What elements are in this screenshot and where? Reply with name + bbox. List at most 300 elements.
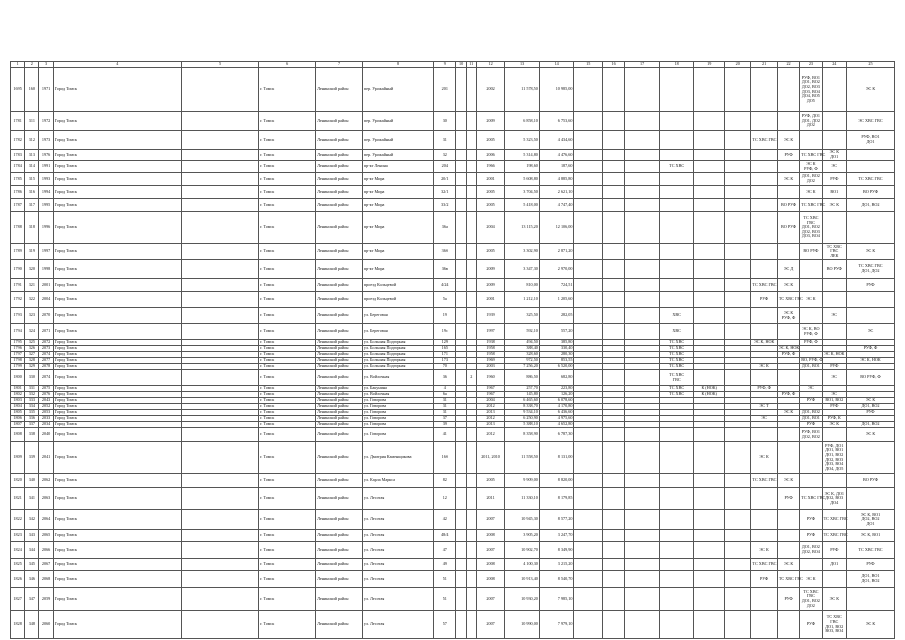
table-cell	[574, 292, 602, 308]
table-cell	[751, 173, 777, 186]
table-cell: 49	[434, 559, 456, 571]
table-cell: г. Томск	[259, 161, 316, 173]
table-cell: Город Томск	[53, 398, 181, 404]
column-header-cell: 12	[476, 62, 504, 68]
table-cell: 326	[25, 346, 39, 352]
table-cell: 2004	[476, 212, 504, 244]
table-row	[11, 324, 895, 340]
table-cell	[724, 150, 750, 161]
table-cell: 724,51	[539, 279, 574, 292]
table-cell	[659, 150, 694, 161]
table-cell	[694, 611, 725, 639]
table-cell: ул. Лесотая	[362, 611, 433, 639]
table-cell	[574, 370, 602, 386]
table-cell: г. Томск	[259, 186, 316, 199]
table-cell	[694, 428, 725, 442]
table-cell: ТС ХВС	[659, 386, 694, 392]
table-cell: 1967	[476, 386, 504, 392]
table-cell: 4 975,60	[539, 416, 574, 422]
table-cell	[181, 510, 258, 530]
table-cell	[625, 611, 660, 639]
table-cell	[800, 131, 822, 150]
table-cell	[694, 260, 725, 279]
table-cell	[466, 442, 476, 474]
table-cell: 171	[434, 352, 456, 358]
table-cell: 32/1	[434, 186, 456, 199]
table-cell	[694, 292, 725, 308]
table-cell: 2009	[476, 112, 504, 131]
table-cell: Город Томск	[53, 340, 181, 346]
table-cell	[625, 428, 660, 442]
table-cell: 82	[434, 474, 456, 488]
table-cell	[659, 428, 694, 442]
table-cell	[751, 370, 777, 386]
table-cell: ул. Береговая	[362, 308, 433, 324]
table-cell	[181, 588, 258, 611]
column-header-cell: 15	[574, 62, 602, 68]
table-cell: РУФ, ВО1 ДО1	[847, 131, 895, 150]
table-cell: Ленинский район	[316, 386, 363, 392]
table-cell: ТС ХВС	[659, 352, 694, 358]
table-cell: г. Томск	[259, 364, 316, 370]
table-cell: г. Томск	[259, 260, 316, 279]
table-cell: 1782	[11, 131, 25, 150]
table-cell: 4 652,80	[539, 422, 574, 428]
table-cell	[751, 308, 777, 324]
table-cell: пер. Урожайный	[362, 112, 433, 131]
table-cell: ЭС	[822, 308, 846, 324]
table-cell	[466, 588, 476, 611]
table-cell: г. Томск	[259, 422, 316, 428]
table-cell	[181, 161, 258, 173]
table-cell: г. Томск	[259, 112, 316, 131]
table-cell: г. Томск	[259, 398, 316, 404]
table-cell: Город Томск	[53, 404, 181, 410]
column-header-cell: 2	[25, 62, 39, 68]
table-cell	[724, 199, 750, 212]
table-cell	[694, 173, 725, 186]
table-cell: ЭС	[822, 392, 846, 398]
table-row	[11, 510, 895, 530]
table-cell	[625, 510, 660, 530]
table-cell	[466, 260, 476, 279]
table-cell	[602, 611, 624, 639]
table-cell: ДО1, ВО1 ДО1, ВО2	[847, 571, 895, 588]
table-row	[11, 112, 895, 131]
table-cell: 1797	[11, 352, 25, 358]
table-cell: ЭС К РУФ, Ф	[800, 161, 822, 173]
table-cell: ЭС К, ВО1 ДО2, ВО2 ДО1	[847, 510, 895, 530]
table-cell: 160	[25, 68, 39, 112]
table-cell: 1799	[11, 364, 25, 370]
table-cell	[659, 530, 694, 542]
table-cell: 8 577,20	[539, 510, 574, 530]
table-cell: 2075	[39, 386, 53, 392]
table-cell: пр-кт Мира	[362, 173, 433, 186]
table-cell: 311	[25, 112, 39, 131]
table-cell	[751, 510, 777, 530]
table-cell	[456, 131, 466, 150]
table-cell: ЭС К	[777, 173, 799, 186]
table-cell	[847, 588, 895, 611]
table-cell: пер. Урожайный	[362, 131, 433, 150]
column-header-cell: 7	[316, 62, 363, 68]
table-cell: Ленинский район	[316, 112, 363, 131]
table-cell: проезд Кольцевой	[362, 292, 433, 308]
table-cell: ТС ХВС ГВС	[777, 292, 799, 308]
table-cell	[847, 308, 895, 324]
table-cell: 1823	[11, 530, 25, 542]
table-cell	[181, 244, 258, 260]
table-cell	[800, 559, 822, 571]
table-cell: Город Томск	[53, 308, 181, 324]
table-cell: РУФ	[800, 422, 822, 428]
table-cell	[181, 112, 258, 131]
table-cell: ул. Лесотая	[362, 559, 433, 571]
table-cell	[777, 510, 799, 530]
table-cell	[751, 428, 777, 442]
table-cell: 129	[434, 340, 456, 346]
table-cell: 257,70	[505, 386, 540, 392]
table-row	[11, 150, 895, 161]
table-cell: 2052	[39, 404, 53, 410]
table-cell: 1792	[11, 292, 25, 308]
table-cell: Город Томск	[53, 112, 181, 131]
table-cell: г. Томск	[259, 510, 316, 530]
table-cell: 2072	[39, 340, 53, 346]
table-cell: 198,60	[505, 161, 540, 173]
table-cell: ЭС К	[847, 428, 895, 442]
table-cell: 1994	[39, 186, 53, 199]
table-cell: ЭС К	[847, 611, 895, 639]
table-cell: Ленинский район	[316, 398, 363, 404]
table-cell: ул. Большая Подгорная	[362, 352, 433, 358]
table-cell	[602, 308, 624, 324]
table-cell	[574, 173, 602, 186]
table-cell	[456, 186, 466, 199]
table-row	[11, 530, 895, 542]
table-cell: ул. Говорова	[362, 422, 433, 428]
table-row	[11, 370, 895, 386]
table-cell: РУФ	[847, 559, 895, 571]
table-cell: 1 205,60	[539, 292, 574, 308]
table-cell	[456, 428, 466, 442]
table-cell	[659, 131, 694, 150]
table-cell: ТС ХВС ГВС ЛЕК	[822, 244, 846, 260]
table-cell	[574, 150, 602, 161]
table-cell: Город Томск	[53, 260, 181, 279]
table-cell: 2004	[476, 398, 504, 404]
table-cell: 2071	[39, 324, 53, 340]
table-cell	[574, 260, 602, 279]
table-cell: РУФ, ВО1 ДО2, ВО2	[800, 428, 822, 442]
table-cell: ЭС К	[777, 131, 799, 150]
table-cell: 8 179,85	[539, 488, 574, 510]
table-cell: 51	[434, 588, 456, 611]
table-cell: 316	[25, 186, 39, 199]
table-cell	[602, 510, 624, 530]
table-cell: 2062	[39, 474, 53, 488]
column-header-cell: 3	[39, 62, 53, 68]
table-cell: г. Томск	[259, 428, 316, 442]
table-cell: 20/1	[434, 173, 456, 186]
table-cell: 314	[25, 161, 39, 173]
table-cell	[751, 260, 777, 279]
table-cell: Город Томск	[53, 488, 181, 510]
table-cell: Город Томск	[53, 530, 181, 542]
table-cell: ул. Говорова	[362, 428, 433, 442]
table-cell: 2005	[476, 131, 504, 150]
table-cell: Город Томск	[53, 186, 181, 199]
table-cell: 19	[434, 308, 456, 324]
table-cell: 557,20	[539, 324, 574, 340]
table-cell: РУФ, ДО1 ДО1, ДО2 ДО2	[800, 112, 822, 131]
table-cell: 2067	[39, 559, 53, 571]
table-cell: 1795	[11, 340, 25, 346]
table-cell: ВО РУФ	[847, 186, 895, 199]
table-cell: ЭС К	[847, 398, 895, 404]
column-header-cell: 14	[539, 62, 574, 68]
table-cell	[800, 260, 822, 279]
table-cell	[625, 212, 660, 244]
table-cell: 1781	[11, 112, 25, 131]
table-cell: 70	[434, 364, 456, 370]
table-cell: 1958	[476, 352, 504, 358]
table-cell: 12 106,00	[539, 212, 574, 244]
table-cell: ул. Лесотая	[362, 588, 433, 611]
table-cell: ДО1, ВО1	[800, 364, 822, 370]
table-cell: Ленинский район	[316, 542, 363, 559]
table-cell: РУФ	[800, 398, 822, 404]
table-cell: ЭС К, НОК	[822, 352, 846, 358]
table-cell: ТС ХВС ГВС	[800, 488, 822, 510]
table-cell: ул. Большая Подгорная	[362, 340, 433, 346]
table-cell: 1783	[11, 150, 25, 161]
table-cell: Город Томск	[53, 212, 181, 244]
table-cell	[822, 428, 846, 442]
table-cell: Город Томск	[53, 173, 181, 186]
table-cell: ул. Бакунина	[362, 386, 433, 392]
table-cell: 10 990,00	[505, 611, 540, 639]
table-cell	[777, 611, 799, 639]
table-cell: 47	[434, 542, 456, 559]
table-cell: 325,50	[505, 308, 540, 324]
table-cell	[625, 186, 660, 199]
table-cell	[574, 244, 602, 260]
table-cell: Город Томск	[53, 352, 181, 358]
table-cell: 126,20	[539, 392, 574, 398]
table-cell: ЭС К	[777, 410, 799, 416]
table-cell: ВО РУФ	[777, 199, 799, 212]
table-cell: 315	[25, 173, 39, 186]
table-cell: 853,55	[539, 358, 574, 364]
table-cell	[181, 488, 258, 510]
table-cell	[602, 173, 624, 186]
table-cell: 5 418,00	[505, 199, 540, 212]
table-cell: Ленинский район	[316, 340, 363, 346]
table-cell: ЭС К	[777, 279, 799, 292]
table-cell	[456, 510, 466, 530]
table-cell	[602, 150, 624, 161]
table-cell: ул. Большая Подгорная	[362, 346, 433, 352]
column-header-cell: 21	[751, 62, 777, 68]
table-row	[11, 542, 895, 559]
column-header-cell: 16	[602, 62, 624, 68]
table-cell: Город Томск	[53, 559, 181, 571]
table-cell: 1801	[11, 386, 25, 392]
table-cell	[181, 559, 258, 571]
table-cell: г. Томск	[259, 173, 316, 186]
table-cell: 1794	[11, 324, 25, 340]
table-cell: 31	[434, 404, 456, 410]
table-cell: 312	[25, 131, 39, 150]
table-cell: ТС ХВС ГВС ДО1, ДО2	[847, 260, 895, 279]
table-cell	[574, 324, 602, 340]
table-cell	[625, 173, 660, 186]
table-cell: 6 078,60	[539, 398, 574, 404]
table-cell: Город Томск	[53, 292, 181, 308]
table-cell: 10 945,30	[505, 510, 540, 530]
table-cell: ТС ХВС ГВС	[847, 173, 895, 186]
table-cell: ул. Говорова	[362, 410, 433, 416]
table-cell: Ленинский район	[316, 173, 363, 186]
table-cell: 2060	[39, 611, 53, 639]
table-cell	[181, 611, 258, 639]
table-cell: 1804	[11, 404, 25, 410]
table-cell: 2013	[476, 410, 504, 416]
table-cell: 42	[434, 510, 456, 530]
table-cell: 324	[25, 324, 39, 340]
table-cell	[847, 488, 895, 510]
table-cell	[466, 488, 476, 510]
table-cell	[724, 173, 750, 186]
table-cell	[181, 199, 258, 212]
table-cell: г. Томск	[259, 410, 316, 416]
table-cell: ДО1, ВО2	[800, 410, 822, 416]
table-cell	[694, 244, 725, 260]
table-cell: 3 215,20	[539, 559, 574, 571]
column-header-cell: 1	[11, 62, 25, 68]
table-cell: Ленинский район	[316, 68, 363, 112]
table-cell: ТС ХВС ГВС	[751, 131, 777, 150]
table-cell	[822, 279, 846, 292]
table-cell: 48/4	[434, 530, 456, 542]
table-cell: РУФ	[800, 510, 822, 530]
table-cell: 1798	[11, 358, 25, 364]
table-cell: РУФ, Ф	[847, 346, 895, 352]
table-cell	[724, 212, 750, 244]
table-cell: ДО1, ВО2 ДО2, ВО4	[800, 542, 822, 559]
table-cell: 7 979,10	[539, 611, 574, 639]
table-cell: 1971	[39, 68, 53, 112]
table-cell: 8 131,00	[539, 442, 574, 474]
table-cell: г. Томск	[259, 530, 316, 542]
table-cell: 2005	[476, 474, 504, 488]
table-cell: 1820	[11, 474, 25, 488]
table-cell: 1938	[476, 340, 504, 346]
table-cell: 31	[434, 398, 456, 404]
table-cell	[574, 571, 602, 588]
table-cell: Город Томск	[53, 510, 181, 530]
table-cell: 1788	[11, 212, 25, 244]
table-cell	[724, 292, 750, 308]
table-cell	[724, 370, 750, 386]
table-cell: 19с	[434, 324, 456, 340]
table-cell: 4 747,40	[539, 199, 574, 212]
table-cell	[625, 150, 660, 161]
table-cell	[456, 308, 466, 324]
table-cell: 1806	[11, 416, 25, 422]
table-cell: 2074	[39, 352, 53, 358]
table-cell: ЭС К	[751, 442, 777, 474]
table-cell: 2073	[39, 346, 53, 352]
table-cell	[456, 611, 466, 639]
table-cell: 2011, 2010	[476, 442, 504, 474]
table-cell: 4/24	[434, 279, 456, 292]
table-cell: 348	[25, 611, 39, 639]
table-cell	[456, 279, 466, 292]
table-cell	[574, 559, 602, 571]
table-cell: 2008	[476, 530, 504, 542]
table-cell	[659, 442, 694, 474]
table-cell	[602, 68, 624, 112]
table-cell: РУФ, К	[822, 416, 846, 422]
table-cell	[777, 324, 799, 340]
table-cell: 2005	[476, 199, 504, 212]
table-cell	[181, 370, 258, 386]
table-cell	[181, 428, 258, 442]
table-cell: 4 170,80	[539, 404, 574, 410]
column-header-cell: 4	[53, 62, 181, 68]
table-cell: 4 476,60	[539, 150, 574, 161]
table-cell: 494,50	[505, 340, 540, 346]
table-cell: Город Томск	[53, 442, 181, 474]
table-cell	[694, 131, 725, 150]
table-cell: Город Томск	[53, 571, 181, 588]
table-cell: г. Томск	[259, 292, 316, 308]
table-cell: Ленинский район	[316, 416, 363, 422]
table-cell	[694, 161, 725, 173]
table-cell: г. Томск	[259, 68, 316, 112]
table-cell	[574, 199, 602, 212]
table-cell	[466, 112, 476, 131]
table-cell	[822, 474, 846, 488]
table-cell: ХВС	[659, 308, 694, 324]
table-row	[11, 279, 895, 292]
table-cell: 8 349,90	[539, 542, 574, 559]
table-cell: 1972	[39, 112, 53, 131]
table-cell	[724, 260, 750, 279]
table-cell: 3 905,20	[505, 530, 540, 542]
table-cell: 2 871,20	[539, 244, 574, 260]
table-cell: 1786	[11, 186, 25, 199]
table-cell	[625, 542, 660, 559]
table-cell	[724, 308, 750, 324]
table-cell: 335	[25, 410, 39, 416]
table-cell: 331	[25, 386, 39, 392]
table-cell: 810,00	[505, 279, 540, 292]
table-cell: ТС ХВС ГВС	[822, 530, 846, 542]
table-cell	[694, 571, 725, 588]
table-cell	[466, 571, 476, 588]
table-cell: г. Томск	[259, 244, 316, 260]
table-cell: ЭС	[751, 416, 777, 422]
table-cell: г. Томск	[259, 370, 316, 386]
table-cell: РУФ	[800, 611, 822, 639]
table-cell	[777, 68, 799, 112]
table-cell: г. Томск	[259, 131, 316, 150]
column-header-cell: 18	[659, 62, 694, 68]
